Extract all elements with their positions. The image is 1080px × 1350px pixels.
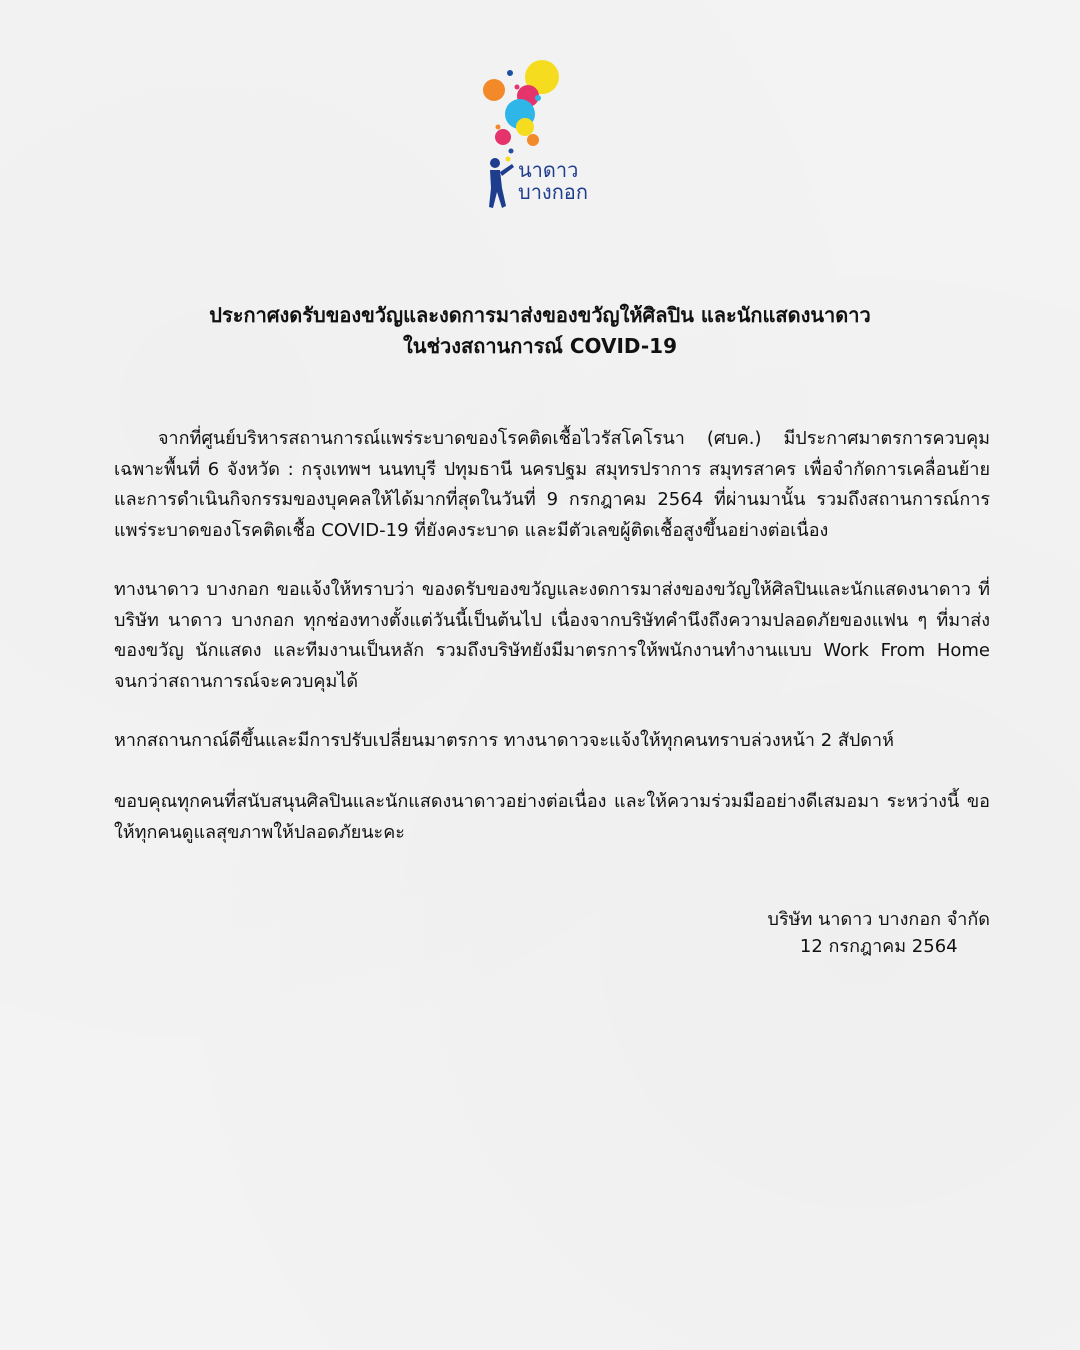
- paragraph-4: ขอบคุณทุกคนที่สนับสนุนศิลปินและนักแสดงนาดาวอย่างต่อเนื่อง และให้ความร่วมมืออย่างดีเสมอมา ระหว่างนี้ ขอให้ทุกคนดูแลสุขภาพให้ปลอดภัยนะคะ: [114, 791, 990, 843]
- logo-bubble-orange: [483, 79, 505, 101]
- logo-dot-blue: [507, 70, 513, 76]
- page-title: [90, 300, 990, 362]
- logo-bubble-pink-small: [495, 129, 511, 145]
- signature-date: 12 กรกฎาคม 2564: [799, 936, 958, 957]
- logo-dot-yellow: [506, 157, 511, 162]
- paragraph-2: ทางนาดาว บางกอก ขอแจ้งให้ทราบว่า ของดรับของขวัญและงดการมาส่งของขวัญให้ศิลปินและนักแสดงนาดาว ที่บริษัท นาดาว บางกอก ทุกช่องทางตั้งแต่วันนี้เป็นต้นไป เนื่องจากบริษัทคำนึงถึงความปลอดภัยของแฟน ๆ ที่มาส่งของขวัญ นักแสดง และทีมงานเป็นหลัก รวมถึงบริษัทยังมีมาตรการให้พนักงานทำงานแบบ Work From Home จนกว่าสถานการณ์จะควบคุมได้: [114, 579, 990, 692]
- paragraph-3: หากสถานกาณ์ดีขึ้นและมีการปรับเปลี่ยนมาตรการ ทางนาดาวจะแจ้งให้ทุกคนทราบล่วงหน้า 2 สัปดาห์: [114, 730, 894, 751]
- logo-text-line2: บางกอก: [518, 180, 588, 204]
- nadao-bangkok-logo: [478, 56, 608, 220]
- paragraph-1: จากที่ศูนย์บริหารสถานการณ์แพร่ระบาดของโรคติดเชื้อไวรัสโคโรนา (ศบค.) มีประกาศมาตรการควบคุม เฉพาะพื้นที่ 6 จังหวัด : กรุงเทพฯ นนทบุรี ปทุมธานี นครปฐม สมุทรปราการ สมุทรสาคร เพื่อจำกัดการเคลื่อนย้ายและการดำเนินกิจกรรมของบุคคลให้ได้มากที่สุดในวันที่ 9 กรกฎาคม 2564 ที่ผ่านมานั้น รวมถึงสถานการณ์การแพร่ระบาดของโรคติดเชื้อ COVID-19 ที่ยังคงระบาด และมีตัวเลขผู้ติดเชื้อสูงขึ้นอย่างต่อเนื่อง: [114, 428, 990, 541]
- logo-dot-orange: [496, 125, 501, 130]
- title-line-2: ในช่วงสถานการณ์ COVID-19: [403, 334, 677, 358]
- logo-dot-cyan: [535, 95, 541, 101]
- logo-person-icon: [489, 158, 514, 208]
- logo-dot-blue-2: [509, 149, 514, 154]
- signature-company: บริษัท นาดาว บางกอก จำกัด: [767, 909, 990, 930]
- logo-graphic: [478, 56, 608, 220]
- logo-text-line1: นาดาว: [518, 158, 579, 182]
- logo-bubble-yellow-small: [516, 118, 534, 136]
- logo-bubble-orange-small: [527, 134, 539, 146]
- logo-dot-pink: [515, 85, 520, 90]
- title-line-1: ประกาศงดรับของขวัญและงดการมาส่งของขวัญให้ศิลปิน และนักแสดงนาดาว: [209, 303, 871, 327]
- signature-block: [768, 906, 990, 960]
